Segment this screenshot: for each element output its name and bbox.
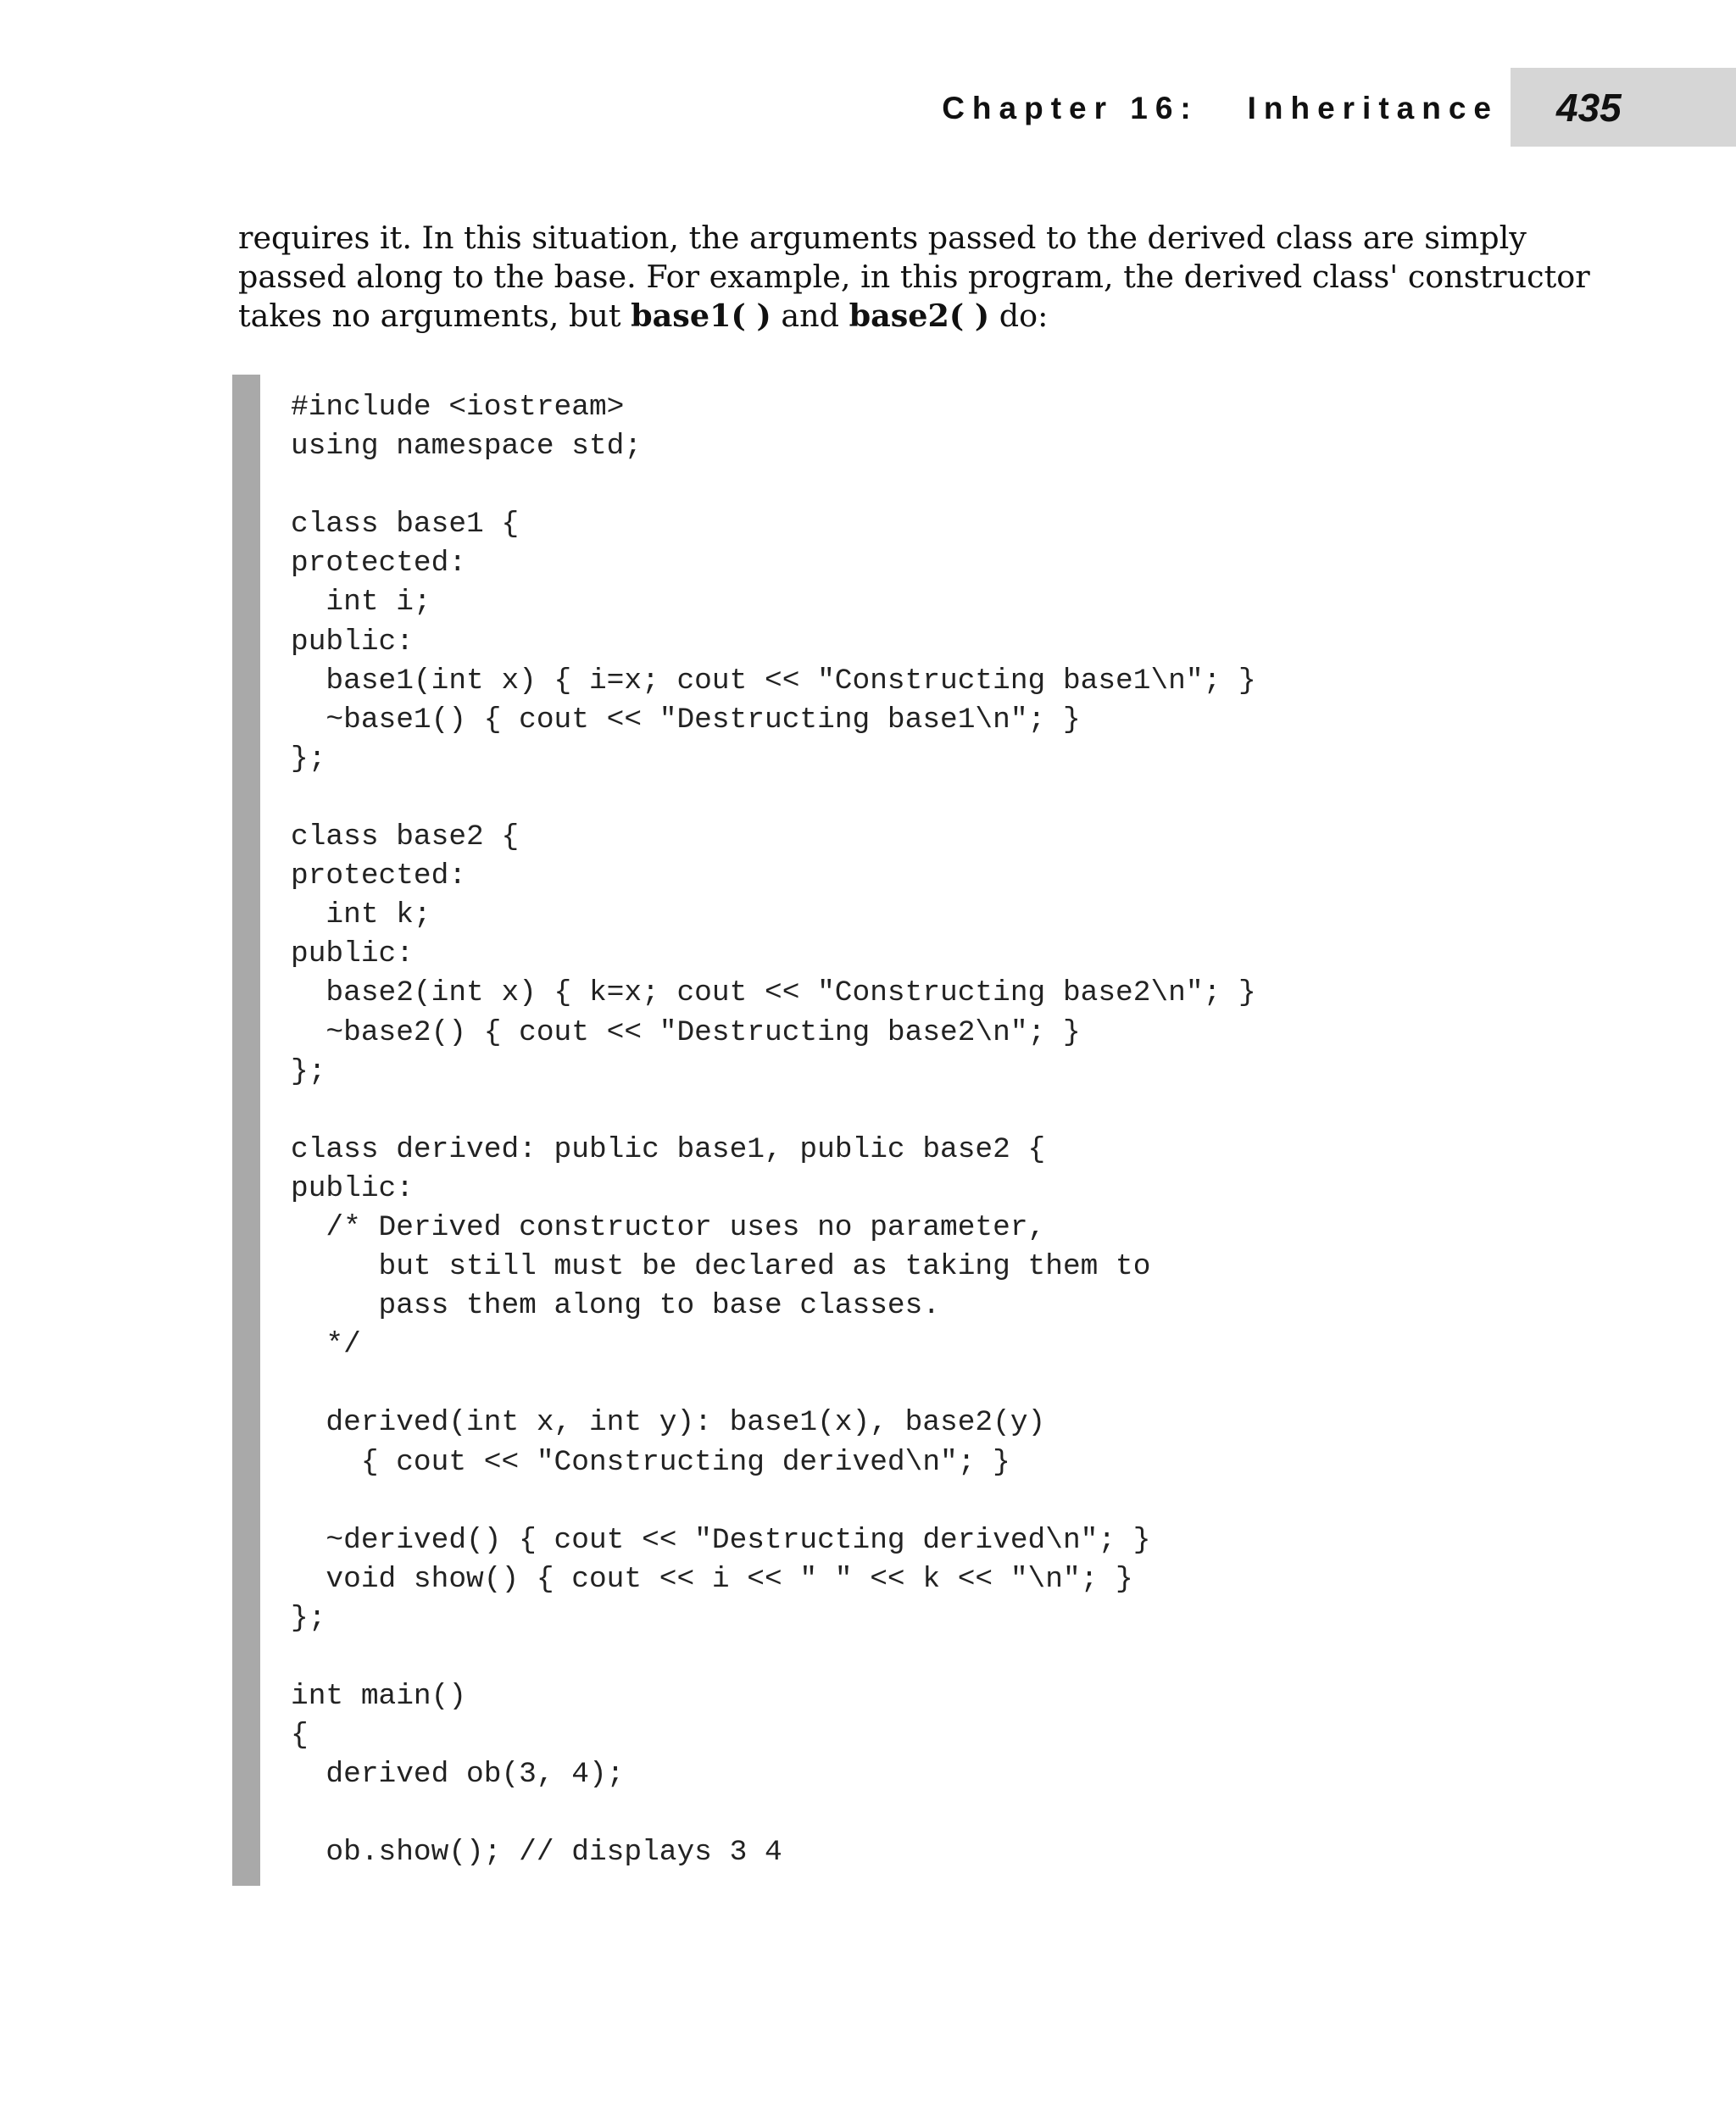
- code-listing: #include <iostream> using namespace std; class base1 { protected: int i; public: base1(int x) { i=x; cout << "Constructing base1\n"; } ~base1() { cout << "Destructing base1\n"; } }; class base2 { protected: int k; public: base2(int x) { k=x; cout << "Constructing base2\n"; } ~base2() { cout << "Destructing base2\n"; } }; class derived: public base1, public base2 { public: /* Derived constructor uses no parameter, but still must be declared as taking them to pass them along to base classes. */ derived(int x, int y): base1(x), base2(y) { cout << "Constructing derived\n"; } ~derived() { cout << "Destructing derived\n"; } void show() { cout << i << " " << k << "\n"; } }; int main() { derived ob(3, 4); ob.show(); // displays 3 4: [291, 391, 1256, 1870]
- running-header: [0, 68, 1736, 147]
- body-line-3-mid: and: [771, 297, 849, 334]
- body-line-1: requires it. In this situation, the arguments passed to the derived class are simply: [238, 220, 1527, 256]
- body-line-3-start: takes no arguments, but: [238, 297, 632, 334]
- chapter-title: Chapter 16: Inheritance: [942, 91, 1499, 125]
- body-paragraph: [238, 219, 1590, 336]
- base2-function-name: base2( ): [849, 297, 990, 334]
- code-listing-bar: [232, 375, 260, 1886]
- base1-function-name: base1( ): [631, 297, 771, 334]
- body-line-3-end: do:: [989, 297, 1049, 334]
- body-line-3: [238, 297, 1510, 336]
- page-number: 435: [1556, 86, 1622, 130]
- page-number-box: [1511, 68, 1736, 147]
- body-line-2: passed along to the base. For example, in this program, the derived class' constructor: [238, 259, 1590, 295]
